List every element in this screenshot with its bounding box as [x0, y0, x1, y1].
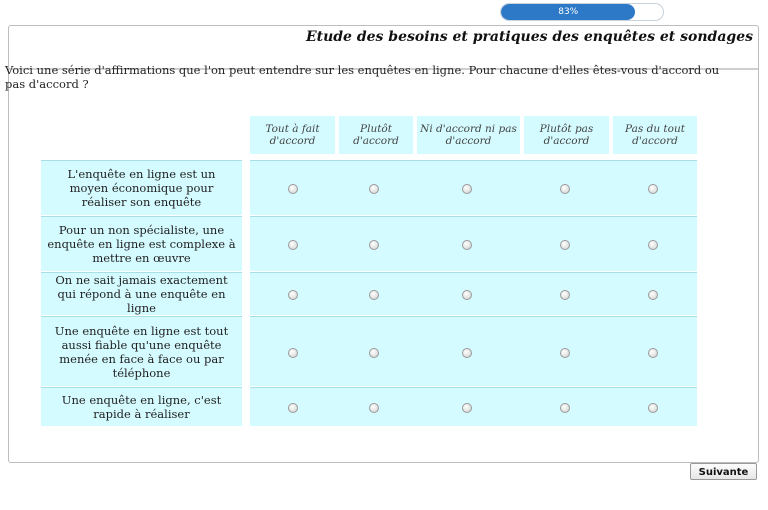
question-intro: Voici une série d'affirmations que l'on peut entendre sur les enquêtes en ligne. Pour chacune d'elles êtes-vous d'accord ou pas d'accord ?	[5, 63, 720, 91]
statement-label: Pour un non spécialiste, une enquête en ligne est complexe à mettre en œuvre	[41, 216, 242, 272]
radio-button[interactable]	[560, 240, 570, 250]
statement-label: Une enquête en ligne est tout aussi fiable qu'une enquête menée en face à face ou par téléphone	[41, 316, 242, 387]
statement-row	[41, 160, 697, 216]
radio-button[interactable]	[462, 290, 472, 300]
next-button[interactable]: Suivante	[690, 463, 757, 480]
radio-button[interactable]	[462, 403, 472, 413]
radio-button[interactable]	[648, 403, 658, 413]
statement-label: Une enquête en ligne, c'est rapide à réaliser	[41, 387, 242, 427]
radio-button[interactable]	[369, 348, 379, 358]
statement-row	[41, 216, 697, 272]
option-header: Plutôt pas d'accord	[520, 116, 609, 154]
radio-button[interactable]	[648, 290, 658, 300]
progress-fill	[501, 4, 635, 20]
radio-button[interactable]	[288, 348, 298, 358]
radio-button[interactable]	[462, 240, 472, 250]
option-header: Tout à fait d'accord	[250, 116, 335, 154]
radio-button[interactable]	[648, 240, 658, 250]
radio-button[interactable]	[288, 290, 298, 300]
progress-label: 83%	[558, 7, 579, 17]
option-header: Plutôt d'accord	[335, 116, 413, 154]
radio-button[interactable]	[462, 348, 472, 358]
radio-button[interactable]	[369, 403, 379, 413]
radio-button[interactable]	[560, 290, 570, 300]
radio-button[interactable]	[369, 290, 379, 300]
statement-row	[41, 387, 697, 427]
radio-button[interactable]	[369, 184, 379, 194]
radio-button[interactable]	[560, 403, 570, 413]
statement-row	[41, 316, 697, 387]
statement-label: On ne sait jamais exactement qui répond à une enquête en ligne	[41, 272, 242, 316]
option-header: Ni d'accord ni pas d'accord	[413, 116, 520, 154]
radio-button[interactable]	[560, 348, 570, 358]
option-header: Pas du tout d'accord	[609, 116, 697, 154]
radio-button[interactable]	[369, 240, 379, 250]
statement-label: L'enquête en ligne est un moyen économique pour réaliser son enquête	[41, 160, 242, 216]
radio-button[interactable]	[288, 240, 298, 250]
radio-button[interactable]	[288, 184, 298, 194]
progress-bar	[500, 3, 664, 21]
radio-button[interactable]	[288, 403, 298, 413]
survey-title: Etude des besoins et pratiques des enquêtes et sondages	[305, 29, 753, 45]
radio-button[interactable]	[462, 184, 472, 194]
radio-button[interactable]	[560, 184, 570, 194]
radio-button[interactable]	[648, 184, 658, 194]
options-header-row	[41, 116, 697, 154]
statement-row	[41, 272, 697, 316]
radio-button[interactable]	[648, 348, 658, 358]
likert-grid	[41, 116, 697, 427]
